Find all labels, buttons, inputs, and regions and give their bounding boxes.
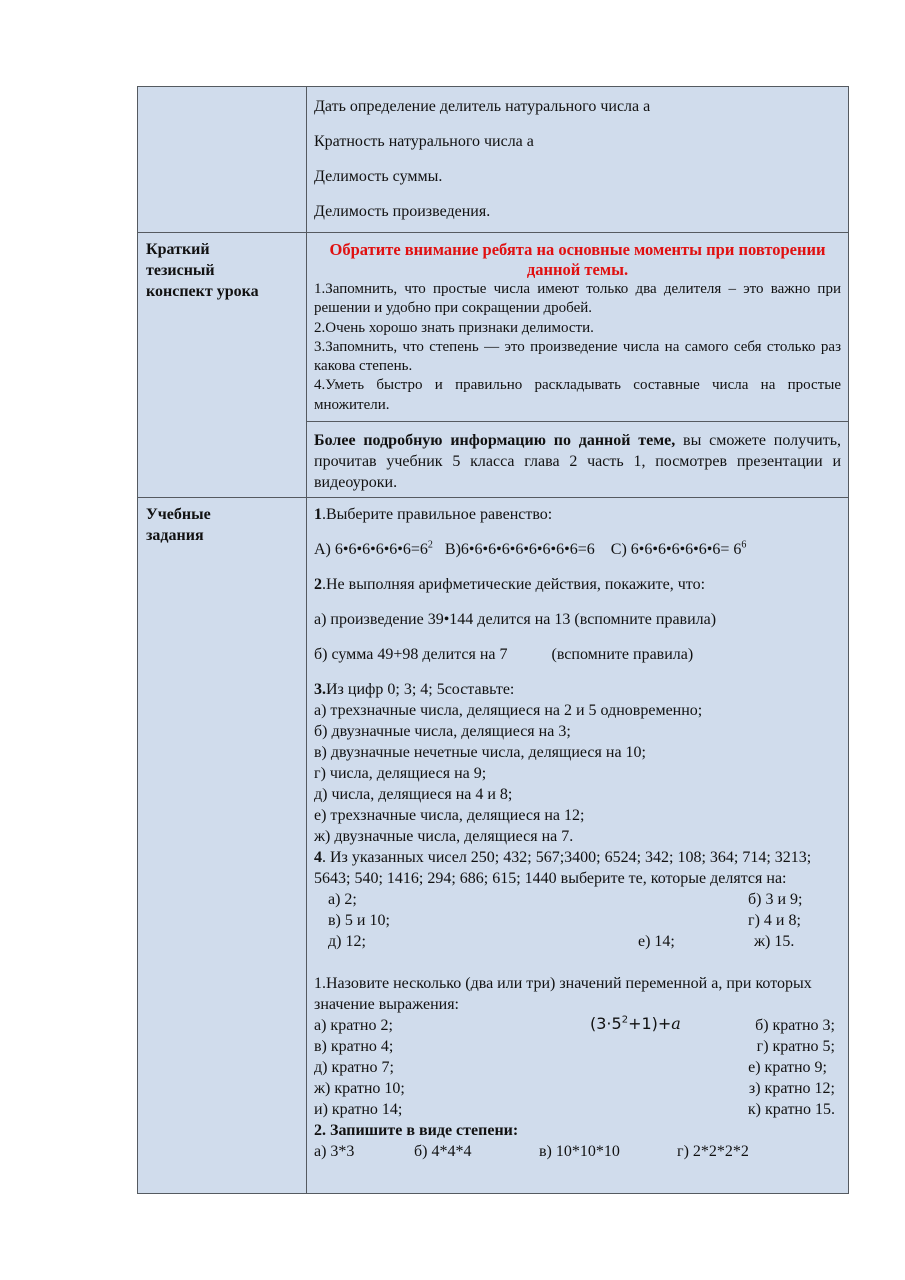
extra-task-2-title: 2. Запишите в виде степени: (314, 1122, 519, 1139)
task-3-item: б) двузначные числа, делящиеся на 3; (314, 723, 571, 740)
task-3-item: ж) двузначные числа, делящиеся на 7. (314, 828, 574, 845)
task-3-item: е) трехзначные числа, делящиеся на 12; (314, 807, 585, 824)
tasks-cell (307, 498, 849, 1194)
task-2-title: 2.Не выполняя арифметические действия, покажите, что: (314, 576, 706, 593)
task-2-item-a: а) произведение 39•144 делится на 13 (вспомните правила) (314, 611, 717, 628)
task-3-item: в) двузначные нечетные числа, делящиеся на 10; (314, 744, 646, 761)
extra-task-1-text: 1.Назовите несколько (два или три) значений переменной а, при которых значение выражения: (314, 975, 812, 1013)
task-1-options: А) $6•6•6•6•6•6=6^2$ В)6•6•6•6•6•6•6•6•6=6 С) 6•6•6•6•6•6•6= $6^6$ (314, 539, 747, 558)
table-row-tasks (138, 498, 849, 1194)
task-3-item: а) трехзначные числа, делящиеся на 2 и 5 одновременно; (314, 702, 703, 719)
row-label-summary: Краткий тезисный конспект урока (138, 233, 307, 498)
expression-formula: $(3\cdot 5^2+1)+a$ (590, 1014, 681, 1033)
attention-heading: Обратите внимание ребята на основные моменты при повторении данной темы. (329, 240, 826, 279)
extra-task-1-options: $(3\cdot 5^2+1)+a$ а) кратно 2; б) кратно 3; в) кратно 4; г) кратно 5; д) кратно 7; е) кратно 9; ж) кратно 10; з) кратно 12; и) кратно 14; к) кратно 15. (314, 1014, 835, 1118)
lesson-plan-table (137, 86, 849, 1194)
task-4-options: а) 2; б) 3 и 9; в) 5 и 10; г) 4 и 8; д) 12; е) 14; ж) 15. (328, 891, 803, 950)
objective-line: Делимость произведения. (314, 203, 491, 220)
more-info-cell (307, 422, 849, 498)
objectives-cell (307, 87, 849, 233)
task-1-title: 1.Выберите правильное равенство: (314, 506, 553, 523)
summary-point: 2.Очень хорошо знать признаки делимости. (314, 319, 594, 336)
objective-line: Делимость суммы. (314, 168, 443, 185)
summary-point: 1.Запомнить, что простые числа имеют только два делителя – это важно при решении и удобно при сокращении дробей. (314, 281, 841, 317)
lesson-plan-page (137, 86, 849, 1194)
task-3-item: д) числа, делящиеся на 4 и 8; (314, 786, 513, 803)
task-4-text: 4. Из указанных чисел 250; 432; 567;3400; 6524; 342; 108; 364; 714; 3213; 5643; 540; 1416; 294; 686; 615; 1440 выберите те, которые делятся на: (314, 849, 812, 887)
more-info-text: Более подробную информацию по данной теме, вы сможете получить, прочитав учебник 5 класса глава 2 часть 1, посмотрев презентации и видеоуроки. (314, 432, 842, 491)
table-row-objectives (138, 87, 849, 233)
extra-task-2-items: а) 3*3 б) 4*4*4 в) 10*10*10 г) 2*2*2*2 (314, 1143, 749, 1160)
row-label-empty (138, 87, 307, 233)
summary-point: 3.Запомнить, что степень — это произведение числа на самого себя столько раз какова степень. (314, 338, 841, 375)
task-3-title: 3.Из цифр 0; 3; 4; 5составьте: (314, 681, 515, 698)
row-label-tasks: Учебные задания (138, 498, 307, 1194)
objective-line: Кратность натурального числа а (314, 133, 534, 150)
objective-line: Дать определение делитель натурального числа а (314, 98, 651, 115)
summary-point: 4.Уметь быстро и правильно раскладывать составные числа на простые множители. (314, 377, 841, 413)
summary-cell (307, 233, 849, 422)
task-3-item: г) числа, делящиеся на 9; (314, 765, 487, 782)
task-2-item-b: б) сумма 49+98 делится на 7 (вспомните правила) (314, 646, 694, 663)
table-row-summary (138, 233, 849, 422)
